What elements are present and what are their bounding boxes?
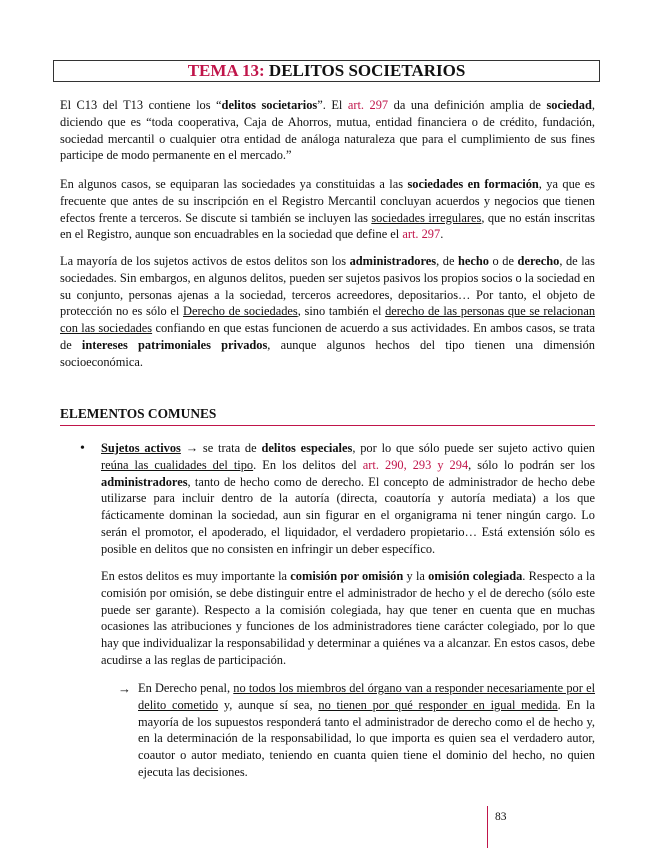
bold-term: administradores (349, 254, 437, 268)
text: . En la mayoría de los supuestos responderá tanto el administrador de derecho como el de hecho y, en la determinación de la responsabilidad, lo que importa es quien sea el verdadero autor, coautor o autor mediato, teniendo en cuanta quien tiene el dominio del hecho, no quien ejecuta las decisiones. (138, 697, 595, 779)
article-reference[interactable]: art. 297 (347, 98, 389, 112)
bullet-icon: • (80, 441, 85, 456)
text: → se trata de (180, 441, 262, 455)
paragraph-sujetos (60, 253, 595, 371)
bold-term: delitos societarios (221, 98, 318, 112)
text: En algunos casos, se equiparan las sociedades ya constituidas a las (60, 177, 408, 191)
section-heading: ELEMENTOS COMUNES (60, 406, 595, 426)
text: y la (403, 569, 429, 583)
page-number: 83 (495, 811, 507, 823)
bold-term: sociedades en formación (407, 177, 539, 191)
page-number-divider (487, 806, 488, 848)
underlined-term: sociedades irregulares (371, 210, 482, 225)
text: , aunque algunos hechos del tipo tienen una dimensión socioeconómica. (60, 337, 595, 369)
bold-term: sociedad (546, 98, 592, 112)
text: El C13 del T13 contiene los “ (60, 98, 222, 112)
title-prefix: TEMA 13: (187, 61, 265, 80)
underlined-term: no tienen por qué responder en igual medida (318, 697, 558, 712)
bullet-sujetos-activos (101, 440, 595, 558)
text: , sino también el (297, 304, 386, 319)
text: , diciendo que es “toda cooperativa, Caja de Ahorros, mutua, entidad financiera o de crédito, fundación, sociedad mercantil o cualquier otra entidad de análoga naturaleza que para el cumplimiento de sus fines participe de modo permanente en el mercado.” (60, 98, 595, 163)
underlined-term: Derecho de sociedades (183, 304, 298, 319)
paragraph-derecho-penal (138, 680, 595, 781)
paragraph-sociedades-formacion (60, 176, 595, 243)
text: En Derecho penal, (138, 681, 234, 695)
underlined-term: derecho de las personas que se relacionan con las sociedades (60, 304, 596, 336)
text: , sólo lo podrán ser los (468, 457, 596, 472)
bold-term: intereses patrimoniales privados (81, 337, 268, 352)
text: , tanto de hecho como de derecho. El concepto de administrador de hecho debe utilizarse para incluir dentro de la autoría (directa, coautoría y autoría mediata) a los que fácticamente dominan la sociedad, aun sin figurar en el organigrama ni tener ningún cargo. Lo serán el promotor, el apoderado, el liquidador, el verdadero propietario… Está extensión sólo es posible en delitos que no consisten en infringir un deber específico. (101, 474, 595, 556)
text: , por lo que sólo puede ser sujeto activo quien (352, 441, 596, 455)
text: , de (436, 254, 459, 268)
bold-term: derecho (517, 254, 560, 268)
bold-underlined-term: Sujetos activos (101, 441, 181, 455)
underlined-term: reúna las cualidades del tipo (101, 457, 254, 472)
bold-term: administradores (101, 474, 188, 489)
text: . En los delitos del (253, 457, 363, 472)
text: En estos delitos es muy importante la (101, 569, 291, 583)
title-main: DELITOS SOCIETARIOS (268, 61, 466, 80)
text: , ya que es frecuente que antes de su inscripción en el Registro Mercantil concluyan acuerdos y negocios que tienen efectos frente a terceros. Se discute si también se incluyen las (60, 177, 595, 225)
text: o de (489, 254, 518, 268)
text: confiando en que estas funcionen de acuerdo a sus actividades. En ambos casos, se trata de (60, 321, 595, 352)
article-reference[interactable]: art. 297 (402, 227, 441, 242)
paragraph-comision-omision (101, 568, 595, 669)
text: La mayoría de los sujetos activos de estos delitos son los (60, 254, 350, 268)
text: ”. El (317, 98, 348, 112)
bold-term: omisión colegiada (428, 569, 523, 583)
text: y, aunque sí sea, (218, 697, 319, 712)
text: da una definición amplia de (388, 98, 547, 112)
underlined-term: no todos los miembros del órgano van a responder necesariamente por el delito cometido (138, 681, 596, 712)
text: . Respecto a la comisión por omisión, se debe distinguir entre el administrador de hecho y el de derecho (sólo este puede ser garante). Respecto a la comisión colegiada, hay que tener en cuenta que en muchas ocasiones las atribuciones y funciones de los administradores tiene carácter colegiado, por lo que hay que individualizar la responsabilidad y determinar a quiénes va a alcanzar. En estos casos, debe acudirse a las reglas de participación. (101, 569, 595, 667)
article-reference[interactable]: art. 290, 293 y 294 (362, 457, 469, 472)
text: , que no están inscritas en el Registro, aunque son encuadrables en la sociedad que define el (60, 210, 595, 242)
bold-term: delitos especiales (261, 441, 353, 455)
bold-term: hecho (458, 254, 489, 268)
bold-term: comisión por omisión (290, 569, 404, 583)
text: , de las sociedades. Sin embargos, en algunos delitos, pueden ser sujetos pasivos los propios socios o la sociedad en su conjunto, personas ajenas a la sociedad, terceros acreedores, depositarios… Por tanto, el objeto de protección no es sólo el (60, 254, 595, 319)
page-title (53, 60, 600, 82)
paragraph-intro (60, 97, 595, 164)
text: . (440, 227, 444, 242)
arrow-right-icon: → (118, 681, 131, 696)
